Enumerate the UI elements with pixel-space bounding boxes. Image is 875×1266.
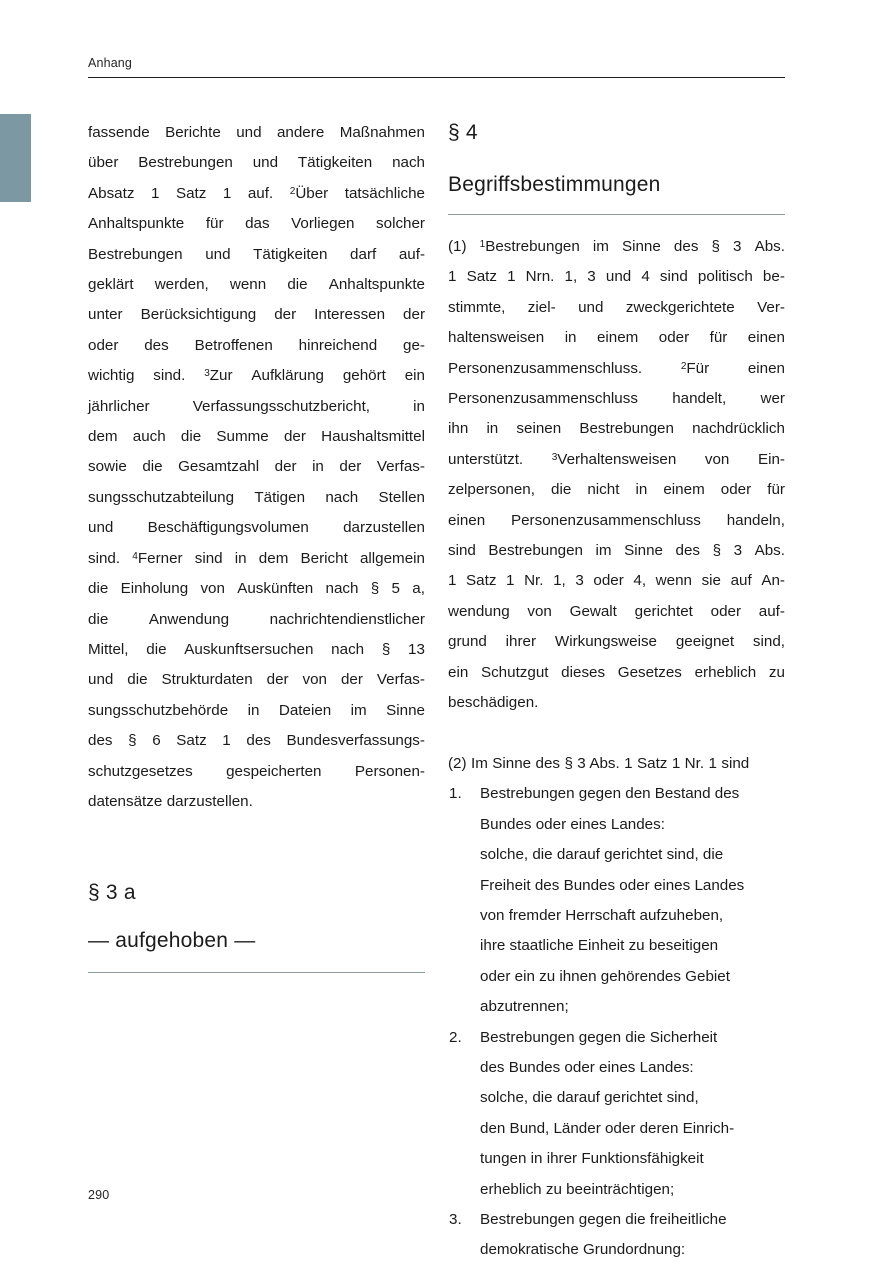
heading-gap-left — [88, 908, 425, 926]
right-column — [448, 118, 785, 1266]
section-rule-3a — [88, 972, 425, 973]
list-item — [448, 779, 785, 1022]
left-column — [88, 118, 425, 973]
left-column-gap — [88, 817, 425, 847]
paragraph-1: (1) $^1$Bestrebungen im Sinne des § 3 Abs. 1 Satz 1 Nrn. 1, 3 und 4 sind politisch be- stimmte, ziel- und zweckgerichtete Ver- haltensweisen in einem oder für einen Personenzusammenschluss. $^2$Für einen Personenzusammenschluss handelt, wer ihn in seinen Bestrebungen nachdrücklich unterstützt. $^3$Verhaltensweisen von Ein- zelpersonen, die nicht in einem oder für einen Personenzusammenschluss handeln, sind Bestrebungen im Sinne des § 3 Abs. 1 Satz 1 Nr. 1, 3 oder 4, wenn sie auf An- wendung von Gewalt gerichtet oder auf- grund ihrer Wirkungsweise geeignet sind, ein Schutzgut dieses Gesetzes erheblich zu beschädigen. — [448, 238, 785, 712]
running-header — [88, 56, 785, 78]
list-item-marker: 1. — [449, 785, 462, 803]
list-item — [448, 1205, 785, 1266]
page-number: 290 — [88, 1188, 110, 1202]
rule-gap-right — [448, 200, 785, 214]
list-item-text: Bestrebungen gegen die Sicherheit des Bundes oder eines Landes: solche, die darauf gerichtet sind, den Bund, Länder oder deren Einrich- tungen in ihrer Funktionsfähigkeit erheblich zu beeinträchtigen; — [480, 1028, 735, 1198]
list-item-marker: 3. — [449, 1210, 462, 1228]
rule-gap-left — [88, 956, 425, 972]
list-item-text: Bestrebungen gegen den Bestand des Bundes oder eines Landes: solche, die darauf gerichtet sind, die Freiheit des Bundes oder eines Landes von fremder Herrschaft aufzuheben, ihre staatliche Einheit zu beseitigen oder ein zu ihnen gehörendes Gebiet abzutrennen; — [480, 785, 745, 1016]
section-title-3a: — aufgehoben — — [88, 929, 256, 953]
post-rule-gap — [448, 215, 785, 232]
thumb-index-tab — [0, 114, 31, 202]
enumerated-list — [448, 779, 785, 1266]
heading-gap-right — [448, 148, 785, 170]
header-rule — [88, 77, 785, 78]
section-title-4: Begriffsbestimmungen — [448, 173, 661, 196]
paragraph-gap — [448, 719, 785, 749]
list-item-marker: 2. — [449, 1028, 462, 1046]
section-number-3a: § 3 a — [88, 881, 136, 905]
left-column-gap-2 — [88, 848, 425, 878]
left-continued-paragraph: fassende Berichte und andere Maßnahmen über Bestrebungen und Tätigkeiten nach Absatz 1 Satz 1 auf. $^2$Über tatsächliche Anhaltspunkte für das Vorliegen solcher Bestrebungen und Tätigkeiten darf auf- geklärt werden, wenn die Anhaltspunkte unter Berücksichtigung der Interessen der oder des Betroffenen hinreichend ge- wichtig sind. $^3$Zur Aufklärung gehört ein jährlicher Verfassungsschutzbericht, in dem auch die Summe der Haushaltsmittel sowie die Gesamtzahl der in der Verfas- sungsschutzabteilung Tätigen nach Stellen und Beschäftigungsvolumen darzustellen sind. $^4$Ferner sind in dem Bericht allgemein die Einholung von Auskünften nach § 5 a, die Anwendung nachrichtendienstlicher Mittel, die Auskunftsersuchen nach § 13 und die Strukturdaten der von der Verfas- sungsschutzbehörde in Dateien im Sinne des § 6 Satz 1 des Bundesverfassungs- schutzgesetzes gespeicherten Personen- datensätze darzustellen. — [88, 124, 425, 810]
running-header-label: Anhang — [88, 56, 132, 70]
paragraph-2-intro: (2) Im Sinne des § 3 Abs. 1 Satz 1 Nr. 1 sind — [448, 754, 750, 772]
list-item — [448, 1023, 785, 1205]
list-item-text: Bestrebungen gegen die freiheitliche demokratische Grundordnung: — [480, 1210, 727, 1259]
section-number-4: § 4 — [448, 121, 478, 144]
